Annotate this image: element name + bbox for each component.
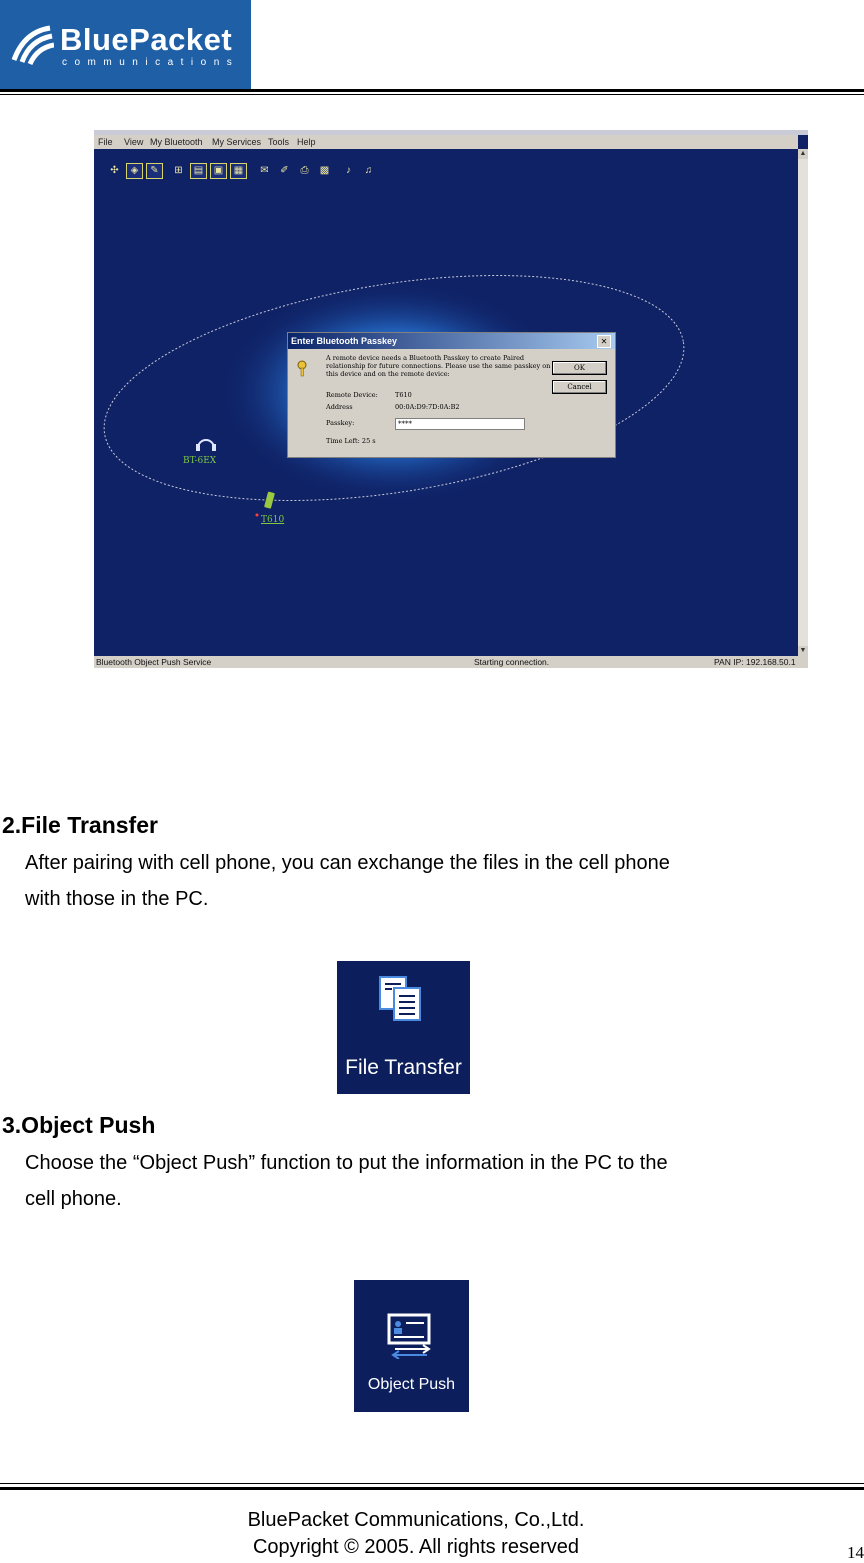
object-push-line-1: Choose the “Object Push” function to put the information in the PC to the	[25, 1152, 668, 1174]
file-transfer-heading: 2.File Transfer	[2, 812, 158, 838]
footer-copyright: Copyright © 2005. All rights reserved	[252, 1536, 579, 1558]
network-icon[interactable]: ✣	[110, 165, 119, 176]
passkey-label: Passkey:	[326, 419, 355, 427]
file-transfer-line-1: After pairing with cell phone, you can exchange the files in the cell phone	[25, 852, 670, 874]
page-number: 14	[847, 1543, 864, 1562]
headset-device-label[interactable]: BT-6EX	[183, 456, 217, 466]
file-transfer-tile	[337, 961, 470, 1094]
footer-company: BluePacket Communications, Co.,Ltd.	[247, 1509, 585, 1531]
key-icon	[296, 359, 312, 377]
passkey-input[interactable]: ****	[395, 418, 525, 430]
menu-help[interactable]: Help	[297, 137, 316, 147]
close-icon[interactable]: ✕	[597, 335, 611, 348]
menu-my-bluetooth[interactable]: My Bluetooth	[150, 137, 203, 147]
remote-device-value: T610	[395, 391, 412, 399]
connect-icon[interactable]: ✎	[146, 163, 163, 179]
fax-icon[interactable]: ✉	[260, 165, 269, 176]
lan-icon[interactable]: ⊞	[174, 165, 183, 176]
object-push-icon[interactable]: ▦	[230, 163, 247, 179]
remote-device-label: Remote Device:	[326, 391, 378, 399]
object-push-heading: 3.Object Push	[2, 1112, 156, 1138]
file-transfer-line-2: with those in the PC.	[25, 888, 209, 910]
pen-icon[interactable]: ✐	[280, 165, 289, 176]
headset-device-icon	[198, 440, 214, 448]
footer-rule	[0, 1487, 864, 1490]
menu-tools[interactable]: Tools	[268, 137, 290, 147]
object-push-tile	[354, 1280, 469, 1412]
object-push-icon	[387, 1313, 435, 1359]
dialog-message-line-2: relationship for future connections. Please use the same passkey on	[326, 362, 551, 370]
company-logo	[0, 0, 251, 92]
dialog-titlebar	[288, 333, 615, 349]
time-left: Time Left: 25 s	[326, 437, 376, 445]
cancel-button[interactable]: Cancel	[552, 380, 607, 394]
print-icon[interactable]: ⎙	[300, 165, 309, 176]
dialog-title: Enter Bluetooth Passkey	[291, 336, 398, 346]
camera-icon[interactable]: ▩	[319, 165, 330, 176]
sync-icon[interactable]: ▣	[210, 163, 227, 179]
logo-mark-icon	[10, 24, 54, 66]
status-bar	[94, 656, 808, 668]
status-pan-ip: PAN IP: 192.168.50.1	[714, 657, 796, 667]
ok-button[interactable]: OK	[552, 361, 607, 375]
phone-device-icon	[264, 491, 275, 508]
services-icon[interactable]: ◈	[126, 163, 143, 179]
file-transfer-icon[interactable]: ▤	[190, 163, 207, 179]
address-value: 00:0A:D9:7D:0A:B2	[395, 403, 460, 411]
logo-name: BluePacket	[60, 22, 233, 57]
menu-view[interactable]: View	[124, 137, 144, 147]
header-rule	[0, 89, 864, 92]
menu-my-services[interactable]: My Services	[212, 137, 262, 147]
object-push-line-2: cell phone.	[25, 1188, 122, 1210]
headset-icon[interactable]: ♫	[364, 165, 373, 176]
status-service: Bluetooth Object Push Service	[96, 657, 212, 667]
footer-rule-thin	[0, 1483, 864, 1484]
dialog-message-line-3: this device and on the remote device:	[326, 370, 450, 378]
audio-icon[interactable]: ♪	[346, 165, 351, 176]
object-push-tile-label: Object Push	[367, 1376, 456, 1393]
bluetooth-app-screenshot	[94, 130, 808, 668]
header-rule-thin	[0, 94, 864, 95]
passkey-dialog	[287, 332, 616, 458]
dialog-message-line-1: A remote device needs a Bluetooth Passkey to create Paired	[326, 354, 525, 362]
scroll-down-icon[interactable]: ▼	[799, 647, 807, 654]
phone-device-label[interactable]: T610	[261, 515, 285, 525]
logo-subtitle: communications	[62, 57, 240, 68]
file-transfer-icon	[378, 975, 424, 1023]
file-transfer-tile-label: File Transfer	[345, 1056, 462, 1079]
vertical-scrollbar[interactable]	[798, 149, 808, 656]
status-connection: Starting connection.	[474, 657, 550, 667]
scroll-up-icon[interactable]: ▲	[799, 150, 807, 157]
address-label: Address	[326, 403, 353, 411]
menu-file[interactable]: File	[98, 137, 113, 147]
